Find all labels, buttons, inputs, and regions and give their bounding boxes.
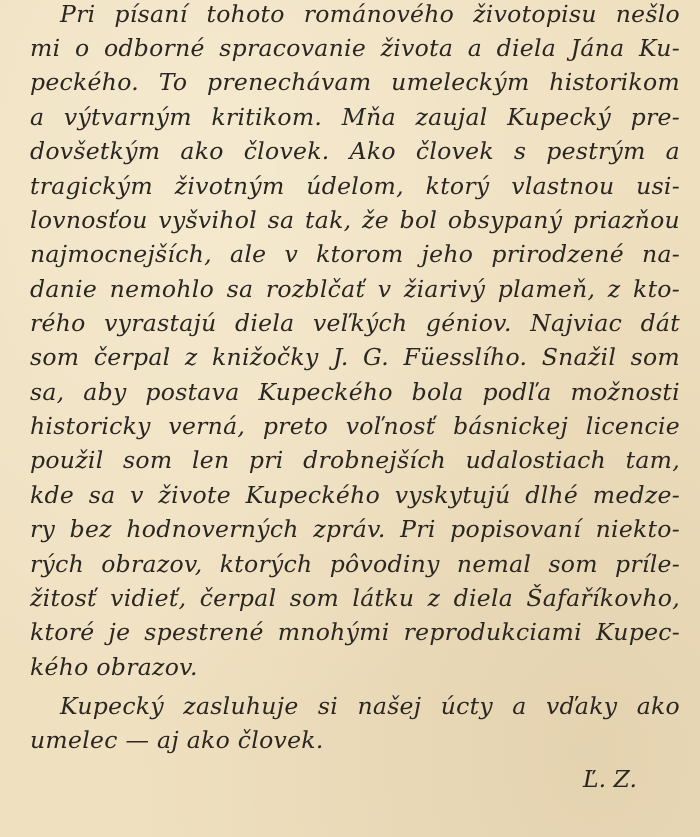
paragraph-1-line-11: som čerpal z knižočky J. G. Füesslího. Snažil som <box>30 343 680 371</box>
paragraph-1-line-9: danie nemohlo sa rozblčať v žiarivý plameň, z kto- <box>30 275 680 303</box>
paragraph-1-line-3: peckého. To prenechávam umeleckým historikom <box>30 68 680 96</box>
author-initials: Ľ. Z. <box>583 765 637 793</box>
paragraph-1-line-8: najmocnejších, ale v ktorom jeho prirodzené na- <box>30 240 680 268</box>
paragraph-1-line-6: tragickým životným údelom, ktorý vlastnou usi- <box>30 172 680 200</box>
paragraph-2-line-2: umelec — aj ako človek. <box>30 726 324 754</box>
paragraph-1-line-14: použil som len pri drobnejších udalostiach tam, <box>30 446 680 474</box>
paragraph-1-line-7: lovnosťou vyšvihol sa tak, že bol obsypaný priazňou <box>30 206 680 234</box>
paragraph-1-line-4: a výtvarným kritikom. Mňa zaujal Kupecký pre- <box>30 103 680 131</box>
paragraph-1-line-10: rého vyrastajú diela veľkých géniov. Najviac dát <box>30 309 680 337</box>
paragraph-1-line-17: rých obrazov, ktorých pôvodiny nemal som príle- <box>30 550 680 578</box>
paragraph-1-line-5: dovšetkým ako človek. Ako človek s pestrým a <box>30 137 680 165</box>
paragraph-1-line-2: mi o odborné spracovanie života a diela Jána Ku- <box>30 34 680 62</box>
paragraph-1-line-20: kého obrazov. <box>30 653 198 681</box>
paragraph-1-line-12: sa, aby postava Kupeckého bola podľa možnosti <box>30 378 680 406</box>
paragraph-2-line-1: Kupecký zasluhuje si našej úcty a vďaky ako <box>60 692 680 720</box>
paragraph-1-line-18: žitosť vidieť, čerpal som látku z diela Šafaříkovho, <box>30 584 680 612</box>
paragraph-1-line-1: Pri písaní tohoto románového životopisu nešlo <box>60 0 680 28</box>
paragraph-1-line-15: kde sa v živote Kupeckého vyskytujú dlhé medze- <box>30 481 680 509</box>
paragraph-1-line-13: historicky verná, preto voľnosť básnickej licencie <box>30 412 680 440</box>
paragraph-1-line-16: ry bez hodnoverných zpráv. Pri popisovaní niekto- <box>30 515 680 543</box>
paragraph-1-line-19: ktoré je spestrené mnohými reprodukciami Kupec- <box>30 618 680 646</box>
